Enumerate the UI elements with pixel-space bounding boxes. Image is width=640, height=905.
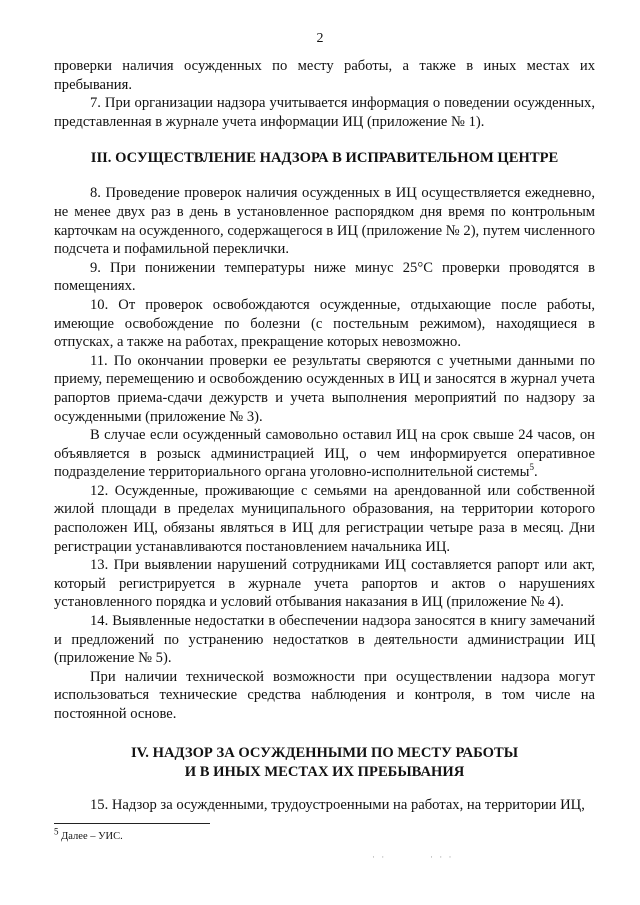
paragraph-14: 14. Выявленные недостатки в обеспечении надзора заносятся в книгу замечаний и предложений по устранению недостатков в деятельности администрации ИЦ (приложение № 5). xyxy=(54,613,595,667)
footnote-number: 5 xyxy=(54,826,59,837)
scan-artifact-mark: · · · xyxy=(430,852,454,862)
paragraph-15: 15. Надзор за осужденными, трудоустроенными на работах, на территории ИЦ, xyxy=(90,796,585,813)
paragraph-7: 7. При организации надзора учитывается информация о поведении осужденных, представленная в журнале учета информации ИЦ (приложение № 1). xyxy=(54,95,595,130)
paragraph-8: 8. Проведение проверок наличия осужденных в ИЦ осуществляется ежедневно, не менее двух раз в день в установленное распорядком дня время по контрольным карточкам на осужденного, содержащегося в ИЦ (приложение № 2), путем численного подсчета и пофамильной переклички. xyxy=(54,185,595,258)
paragraph-13: 13. При выявлении нарушений сотрудниками ИЦ составляется рапорт или акт, который регистрируется в журнале учета рапортов и актов о нарушениях установленного порядка и условий отбывания наказания в ИЦ (приложение № 4). xyxy=(54,557,595,611)
document-body xyxy=(54,57,595,814)
paragraph-10: 10. От проверок освобождаются осужденные, отдыхающие после работы, имеющие освобождение по болезни (с постельным режимом), находящиеся в отпусках, а также на работах, прекращение которых невозможно. xyxy=(54,296,595,351)
scan-artifact-mark: · · xyxy=(372,852,387,862)
footnote xyxy=(54,826,123,843)
page-number: 2 xyxy=(316,31,324,46)
footnote-divider xyxy=(54,823,210,824)
paragraph-11-continued xyxy=(54,426,595,482)
section-heading-3: III. ОСУЩЕСТВЛЕНИЕ НАДЗОРА В ИСПРАВИТЕЛЬНОМ ЦЕНТРЕ xyxy=(90,150,559,167)
section-heading-4-line-2: И В ИНЫХ МЕСТАХ ИХ ПРЕБЫВАНИЯ xyxy=(184,763,465,780)
section-heading-4-line-1: IV. НАДЗОР ЗА ОСУЖДЕННЫМИ ПО МЕСТУ РАБОТЫ xyxy=(130,744,519,761)
paragraph-11: 11. По окончании проверки ее результаты сверяются с учетными данными по приему, перемещению и освобождению осужденных в ИЦ и заносятся в журнал учета рапортов приема-сдачи дежурств и учета выполнения мероприятий по надзору за осужденными (приложение № 3). xyxy=(54,352,595,425)
paragraph-14-continued: При наличии технической возможности при осуществлении надзора могут использоваться технические средства наблюдения и контроля, в том числе на постоянной основе. xyxy=(54,668,595,722)
paragraph-11-continued-end: . xyxy=(533,464,538,481)
paragraph-11-continued-text: В случае если осужденный самовольно оставил ИЦ на срок свыше 24 часов, он объявляется в розыск администрацией ИЦ, о чем информируется оперативное подразделение территориального органа уголовно-исполнительной системы xyxy=(54,427,595,481)
footnote-text: Далее – УИС. xyxy=(58,831,123,842)
footnote-ref: 5 xyxy=(529,462,534,473)
paragraph-intro: проверки наличия осужденных по месту работы, а также в иных местах их пребывания. xyxy=(54,58,595,93)
paragraph-9: 9. При понижении температуры ниже минус 25°С проверки проводятся в помещениях. xyxy=(54,259,595,295)
paragraph-12: 12. Осужденные, проживающие с семьями на арендованной или собственной жилой площади в пределах муниципального образования, на территории которого расположен ИЦ, обязаны являться в ИЦ для регистрации четыре раза в месяц. Дни регистрации устанавливаются постановлением начальника ИЦ. xyxy=(54,482,595,555)
